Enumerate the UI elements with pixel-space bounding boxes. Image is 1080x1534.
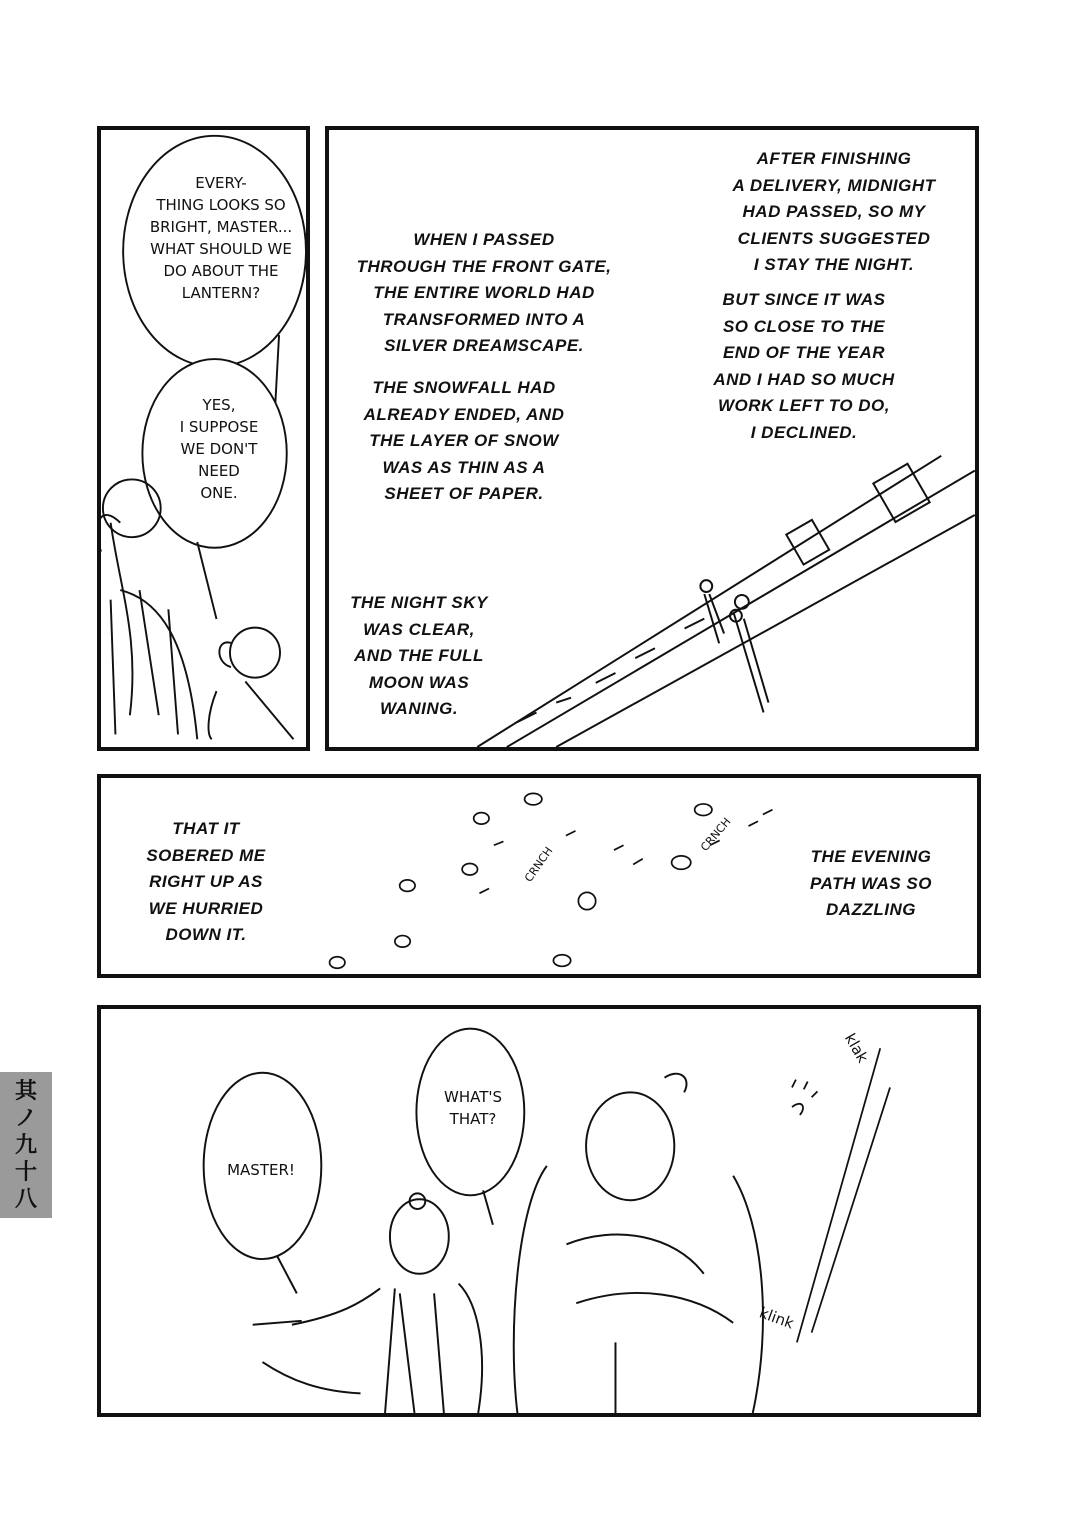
footprint-icon xyxy=(553,955,570,967)
footprint-icon xyxy=(462,864,477,876)
footprint-icon xyxy=(395,936,410,948)
panel-1 xyxy=(97,126,310,751)
panel-3 xyxy=(97,774,981,978)
sfx-crunch: CRNCH xyxy=(522,844,556,885)
chapter-marker-char: ノ xyxy=(14,1105,37,1132)
narration-caption: BUT SINCE IT WAS SO CLOSE TO THE END OF THE YEAR AND I HAD SO MUCH WORK LEFT TO DO, I DECLINED. xyxy=(713,290,895,442)
speech-bubble-text: MASTER! xyxy=(227,1161,295,1179)
chapter-marker-char: 九 xyxy=(14,1131,37,1158)
narration-caption: AFTER FINISHING A DELIVERY, MIDNIGHT HAD PASSED, SO MY CLIENTS SUGGESTED I STAY THE NIGHT. xyxy=(732,149,936,274)
sfx-crunch: CRNCH xyxy=(698,815,734,854)
footprint-icon xyxy=(578,892,595,909)
chapter-marker-char: 十 xyxy=(14,1158,37,1185)
footprint-icon xyxy=(525,793,542,805)
sfx-klak: klak xyxy=(840,1030,872,1066)
chapter-marker-char: 八 xyxy=(14,1185,37,1212)
footprint-icon xyxy=(695,804,712,816)
panel-4 xyxy=(97,1005,981,1417)
narration-caption: THE SNOWFALL HAD ALREADY ENDED, AND THE LAYER OF SNOW WAS AS THIN AS A SHEET OF PAPER. xyxy=(363,378,565,503)
sfx-klink: klink xyxy=(756,1303,797,1333)
panel-2 xyxy=(325,126,979,751)
footprint-icon xyxy=(474,813,489,825)
chapter-marker-char: 其 xyxy=(14,1078,37,1105)
chapter-marker xyxy=(0,1072,52,1218)
panel-4-art xyxy=(101,1009,977,1413)
narration-caption: THE EVENING PATH WAS SO DAZZLING xyxy=(810,847,932,919)
footprint-icon xyxy=(672,856,691,869)
narration-caption: THAT IT SOBERED ME RIGHT UP AS WE HURRIED DOWN IT. xyxy=(146,819,266,944)
speech-bubble-text: EVERY- THING LOOKS SO BRIGHT, MASTER... WHAT SHOULD WE DO ABOUT THE LANTERN? xyxy=(149,174,293,302)
speech-bubble-text: WHAT'S THAT? xyxy=(443,1088,502,1128)
narration-caption: THE NIGHT SKY WAS CLEAR, AND THE FULL MOON WAS WANING. xyxy=(350,593,488,718)
footprint-icon xyxy=(330,957,345,969)
footprint-icon xyxy=(400,880,415,892)
speech-bubble-text: YES, I SUPPOSE WE DON'T NEED ONE. xyxy=(179,396,259,502)
narration-caption: WHEN I PASSED THROUGH THE FRONT GATE, THE ENTIRE WORLD HAD TRANSFORMED INTO A SILVER DREAMSCAPE. xyxy=(356,230,612,355)
